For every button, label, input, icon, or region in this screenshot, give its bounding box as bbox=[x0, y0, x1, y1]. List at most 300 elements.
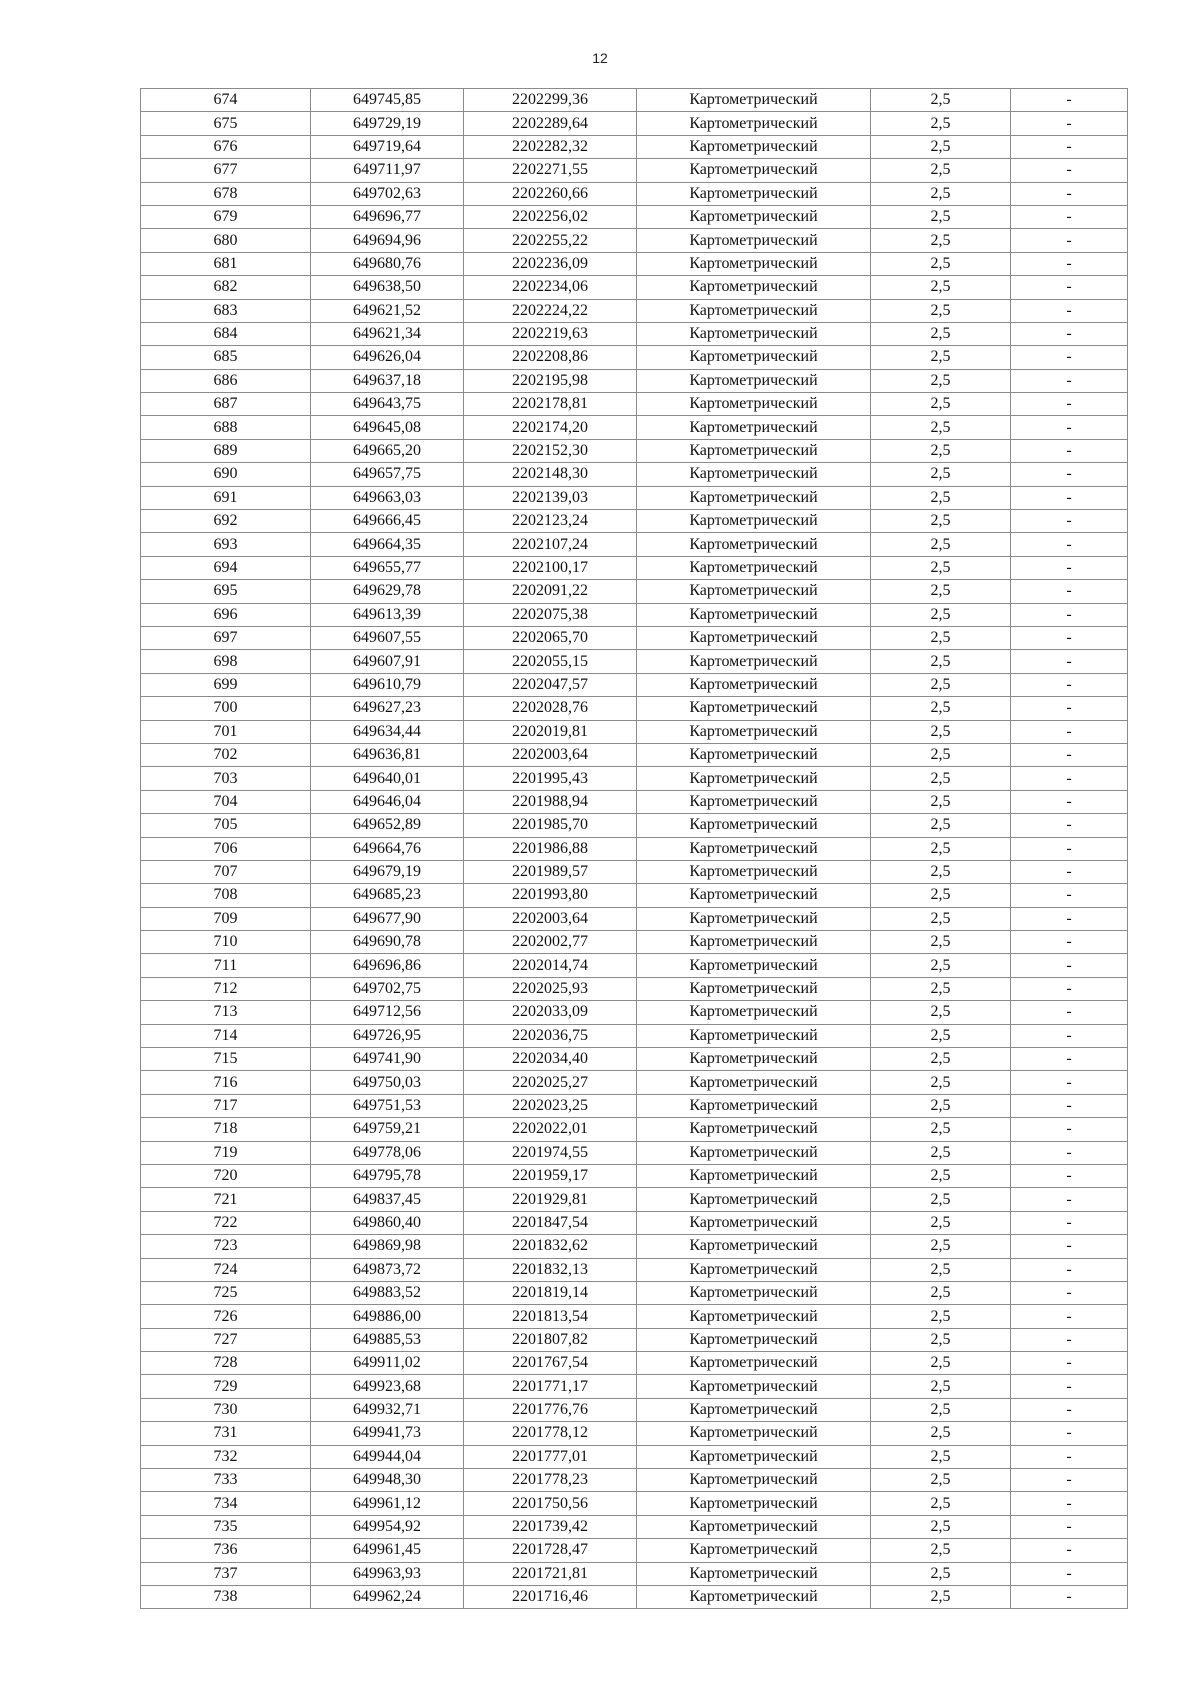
table-row bbox=[141, 1469, 1128, 1492]
x-coordinate-cell: 649963,93 bbox=[311, 1562, 464, 1585]
accuracy-cell: 2,5 bbox=[871, 1118, 1011, 1141]
y-coordinate-cell: 2202028,76 bbox=[464, 697, 637, 720]
y-coordinate-cell: 2202174,20 bbox=[464, 416, 637, 439]
note-cell: - bbox=[1011, 977, 1128, 1000]
accuracy-cell: 2,5 bbox=[871, 416, 1011, 439]
note-cell: - bbox=[1011, 673, 1128, 696]
x-coordinate-cell: 649759,21 bbox=[311, 1118, 464, 1141]
table-row bbox=[141, 1024, 1128, 1047]
method-cell: Картометрический bbox=[637, 159, 871, 182]
point-number-cell: 722 bbox=[141, 1211, 311, 1234]
point-number-cell: 717 bbox=[141, 1094, 311, 1117]
point-number-cell: 711 bbox=[141, 954, 311, 977]
note-cell: - bbox=[1011, 1024, 1128, 1047]
y-coordinate-cell: 2202036,75 bbox=[464, 1024, 637, 1047]
table-row bbox=[141, 977, 1128, 1000]
x-coordinate-cell: 649711,97 bbox=[311, 159, 464, 182]
method-cell: Картометрический bbox=[637, 89, 871, 112]
point-number-cell: 674 bbox=[141, 89, 311, 112]
y-coordinate-cell: 2201929,81 bbox=[464, 1188, 637, 1211]
point-number-cell: 727 bbox=[141, 1328, 311, 1351]
note-cell: - bbox=[1011, 1398, 1128, 1421]
note-cell: - bbox=[1011, 299, 1128, 322]
method-cell: Картометрический bbox=[637, 790, 871, 813]
accuracy-cell: 2,5 bbox=[871, 1094, 1011, 1117]
x-coordinate-cell: 649795,78 bbox=[311, 1164, 464, 1187]
table-row bbox=[141, 112, 1128, 135]
x-coordinate-cell: 649712,56 bbox=[311, 1001, 464, 1024]
note-cell: - bbox=[1011, 1515, 1128, 1538]
point-number-cell: 704 bbox=[141, 790, 311, 813]
y-coordinate-cell: 2202034,40 bbox=[464, 1048, 637, 1071]
table-row bbox=[141, 369, 1128, 392]
x-coordinate-cell: 649837,45 bbox=[311, 1188, 464, 1211]
table-row bbox=[141, 510, 1128, 533]
accuracy-cell: 2,5 bbox=[871, 205, 1011, 228]
x-coordinate-cell: 649941,73 bbox=[311, 1422, 464, 1445]
table-row bbox=[141, 743, 1128, 766]
y-coordinate-cell: 2201778,12 bbox=[464, 1422, 637, 1445]
method-cell: Картометрический bbox=[637, 1258, 871, 1281]
method-cell: Картометрический bbox=[637, 1398, 871, 1421]
note-cell: - bbox=[1011, 159, 1128, 182]
x-coordinate-cell: 649751,53 bbox=[311, 1094, 464, 1117]
table-row bbox=[141, 1445, 1128, 1468]
method-cell: Картометрический bbox=[637, 1235, 871, 1258]
accuracy-cell: 2,5 bbox=[871, 1305, 1011, 1328]
note-cell: - bbox=[1011, 1211, 1128, 1234]
method-cell: Картометрический bbox=[637, 439, 871, 462]
y-coordinate-cell: 2201993,80 bbox=[464, 884, 637, 907]
note-cell: - bbox=[1011, 860, 1128, 883]
accuracy-cell: 2,5 bbox=[871, 603, 1011, 626]
note-cell: - bbox=[1011, 252, 1128, 275]
x-coordinate-cell: 649690,78 bbox=[311, 931, 464, 954]
y-coordinate-cell: 2201728,47 bbox=[464, 1539, 637, 1562]
method-cell: Картометрический bbox=[637, 276, 871, 299]
table-row bbox=[141, 1539, 1128, 1562]
accuracy-cell: 2,5 bbox=[871, 580, 1011, 603]
point-number-cell: 731 bbox=[141, 1422, 311, 1445]
accuracy-cell: 2,5 bbox=[871, 393, 1011, 416]
method-cell: Картометрический bbox=[637, 533, 871, 556]
method-cell: Картометрический bbox=[637, 650, 871, 673]
point-number-cell: 738 bbox=[141, 1586, 311, 1609]
y-coordinate-cell: 2201739,42 bbox=[464, 1515, 637, 1538]
note-cell: - bbox=[1011, 603, 1128, 626]
point-number-cell: 735 bbox=[141, 1515, 311, 1538]
accuracy-cell: 2,5 bbox=[871, 1281, 1011, 1304]
method-cell: Картометрический bbox=[637, 1305, 871, 1328]
table-row bbox=[141, 322, 1128, 345]
table-row bbox=[141, 907, 1128, 930]
y-coordinate-cell: 2201819,14 bbox=[464, 1281, 637, 1304]
note-cell: - bbox=[1011, 931, 1128, 954]
note-cell: - bbox=[1011, 1305, 1128, 1328]
point-number-cell: 718 bbox=[141, 1118, 311, 1141]
y-coordinate-cell: 2202148,30 bbox=[464, 463, 637, 486]
note-cell: - bbox=[1011, 89, 1128, 112]
method-cell: Картометрический bbox=[637, 626, 871, 649]
accuracy-cell: 2,5 bbox=[871, 112, 1011, 135]
table-row bbox=[141, 1492, 1128, 1515]
y-coordinate-cell: 2202055,15 bbox=[464, 650, 637, 673]
point-number-cell: 706 bbox=[141, 837, 311, 860]
point-number-cell: 708 bbox=[141, 884, 311, 907]
method-cell: Картометрический bbox=[637, 1422, 871, 1445]
y-coordinate-cell: 2202025,27 bbox=[464, 1071, 637, 1094]
page-number: 12 bbox=[592, 50, 608, 66]
y-coordinate-cell: 2202065,70 bbox=[464, 626, 637, 649]
y-coordinate-cell: 2202047,57 bbox=[464, 673, 637, 696]
x-coordinate-cell: 649626,04 bbox=[311, 346, 464, 369]
note-cell: - bbox=[1011, 1188, 1128, 1211]
x-coordinate-cell: 649607,91 bbox=[311, 650, 464, 673]
table-row bbox=[141, 650, 1128, 673]
table-row bbox=[141, 814, 1128, 837]
y-coordinate-cell: 2201832,62 bbox=[464, 1235, 637, 1258]
x-coordinate-cell: 649948,30 bbox=[311, 1469, 464, 1492]
note-cell: - bbox=[1011, 1375, 1128, 1398]
note-cell: - bbox=[1011, 790, 1128, 813]
table-row bbox=[141, 1164, 1128, 1187]
note-cell: - bbox=[1011, 907, 1128, 930]
accuracy-cell: 2,5 bbox=[871, 1258, 1011, 1281]
accuracy-cell: 2,5 bbox=[871, 1562, 1011, 1585]
x-coordinate-cell: 649627,23 bbox=[311, 697, 464, 720]
x-coordinate-cell: 649664,35 bbox=[311, 533, 464, 556]
note-cell: - bbox=[1011, 743, 1128, 766]
coordinates-table bbox=[140, 88, 1128, 1609]
method-cell: Картометрический bbox=[637, 1539, 871, 1562]
point-number-cell: 699 bbox=[141, 673, 311, 696]
y-coordinate-cell: 2201989,57 bbox=[464, 860, 637, 883]
note-cell: - bbox=[1011, 1492, 1128, 1515]
method-cell: Картометрический bbox=[637, 1586, 871, 1609]
x-coordinate-cell: 649886,00 bbox=[311, 1305, 464, 1328]
table-row bbox=[141, 931, 1128, 954]
accuracy-cell: 2,5 bbox=[871, 697, 1011, 720]
accuracy-cell: 2,5 bbox=[871, 860, 1011, 883]
accuracy-cell: 2,5 bbox=[871, 954, 1011, 977]
table-row bbox=[141, 299, 1128, 322]
note-cell: - bbox=[1011, 1071, 1128, 1094]
point-number-cell: 725 bbox=[141, 1281, 311, 1304]
y-coordinate-cell: 2202100,17 bbox=[464, 556, 637, 579]
method-cell: Картометрический bbox=[637, 907, 871, 930]
y-coordinate-cell: 2201807,82 bbox=[464, 1328, 637, 1351]
point-number-cell: 729 bbox=[141, 1375, 311, 1398]
point-number-cell: 688 bbox=[141, 416, 311, 439]
note-cell: - bbox=[1011, 416, 1128, 439]
table-row bbox=[141, 1352, 1128, 1375]
y-coordinate-cell: 2202014,74 bbox=[464, 954, 637, 977]
point-number-cell: 715 bbox=[141, 1048, 311, 1071]
accuracy-cell: 2,5 bbox=[871, 650, 1011, 673]
note-cell: - bbox=[1011, 369, 1128, 392]
point-number-cell: 701 bbox=[141, 720, 311, 743]
x-coordinate-cell: 649652,89 bbox=[311, 814, 464, 837]
y-coordinate-cell: 2201813,54 bbox=[464, 1305, 637, 1328]
table-row bbox=[141, 159, 1128, 182]
x-coordinate-cell: 649655,77 bbox=[311, 556, 464, 579]
x-coordinate-cell: 649883,52 bbox=[311, 1281, 464, 1304]
y-coordinate-cell: 2201959,17 bbox=[464, 1164, 637, 1187]
note-cell: - bbox=[1011, 954, 1128, 977]
y-coordinate-cell: 2201777,01 bbox=[464, 1445, 637, 1468]
table-row bbox=[141, 276, 1128, 299]
note-cell: - bbox=[1011, 135, 1128, 158]
point-number-cell: 680 bbox=[141, 229, 311, 252]
table-row bbox=[141, 1305, 1128, 1328]
point-number-cell: 702 bbox=[141, 743, 311, 766]
table-row bbox=[141, 767, 1128, 790]
method-cell: Картометрический bbox=[637, 1492, 871, 1515]
y-coordinate-cell: 2201771,17 bbox=[464, 1375, 637, 1398]
x-coordinate-cell: 649677,90 bbox=[311, 907, 464, 930]
note-cell: - bbox=[1011, 182, 1128, 205]
accuracy-cell: 2,5 bbox=[871, 486, 1011, 509]
note-cell: - bbox=[1011, 510, 1128, 533]
note-cell: - bbox=[1011, 767, 1128, 790]
point-number-cell: 689 bbox=[141, 439, 311, 462]
method-cell: Картометрический bbox=[637, 229, 871, 252]
accuracy-cell: 2,5 bbox=[871, 767, 1011, 790]
method-cell: Картометрический bbox=[637, 814, 871, 837]
x-coordinate-cell: 649696,86 bbox=[311, 954, 464, 977]
x-coordinate-cell: 649685,23 bbox=[311, 884, 464, 907]
table-row bbox=[141, 1398, 1128, 1421]
table-row bbox=[141, 1118, 1128, 1141]
x-coordinate-cell: 649778,06 bbox=[311, 1141, 464, 1164]
method-cell: Картометрический bbox=[637, 112, 871, 135]
method-cell: Картометрический bbox=[637, 1094, 871, 1117]
x-coordinate-cell: 649860,40 bbox=[311, 1211, 464, 1234]
point-number-cell: 697 bbox=[141, 626, 311, 649]
table-row bbox=[141, 1071, 1128, 1094]
table-row bbox=[141, 229, 1128, 252]
table-row bbox=[141, 580, 1128, 603]
point-number-cell: 692 bbox=[141, 510, 311, 533]
table-row bbox=[141, 1258, 1128, 1281]
point-number-cell: 732 bbox=[141, 1445, 311, 1468]
table-row bbox=[141, 790, 1128, 813]
x-coordinate-cell: 649621,34 bbox=[311, 322, 464, 345]
method-cell: Картометрический bbox=[637, 1211, 871, 1234]
point-number-cell: 721 bbox=[141, 1188, 311, 1211]
method-cell: Картометрический bbox=[637, 510, 871, 533]
accuracy-cell: 2,5 bbox=[871, 1469, 1011, 1492]
table-row bbox=[141, 1048, 1128, 1071]
x-coordinate-cell: 649629,78 bbox=[311, 580, 464, 603]
y-coordinate-cell: 2201778,23 bbox=[464, 1469, 637, 1492]
note-cell: - bbox=[1011, 486, 1128, 509]
y-coordinate-cell: 2202003,64 bbox=[464, 743, 637, 766]
point-number-cell: 693 bbox=[141, 533, 311, 556]
method-cell: Картометрический bbox=[637, 1071, 871, 1094]
x-coordinate-cell: 649932,71 bbox=[311, 1398, 464, 1421]
y-coordinate-cell: 2201750,56 bbox=[464, 1492, 637, 1515]
y-coordinate-cell: 2202075,38 bbox=[464, 603, 637, 626]
accuracy-cell: 2,5 bbox=[871, 837, 1011, 860]
accuracy-cell: 2,5 bbox=[871, 743, 1011, 766]
accuracy-cell: 2,5 bbox=[871, 322, 1011, 345]
method-cell: Картометрический bbox=[637, 1445, 871, 1468]
accuracy-cell: 2,5 bbox=[871, 814, 1011, 837]
accuracy-cell: 2,5 bbox=[871, 1398, 1011, 1421]
note-cell: - bbox=[1011, 580, 1128, 603]
table-row bbox=[141, 1515, 1128, 1538]
accuracy-cell: 2,5 bbox=[871, 276, 1011, 299]
table-row bbox=[141, 416, 1128, 439]
coordinates-table-body bbox=[141, 89, 1128, 1609]
point-number-cell: 685 bbox=[141, 346, 311, 369]
y-coordinate-cell: 2201767,54 bbox=[464, 1352, 637, 1375]
note-cell: - bbox=[1011, 1164, 1128, 1187]
point-number-cell: 678 bbox=[141, 182, 311, 205]
method-cell: Картометрический bbox=[637, 299, 871, 322]
point-number-cell: 698 bbox=[141, 650, 311, 673]
note-cell: - bbox=[1011, 533, 1128, 556]
accuracy-cell: 2,5 bbox=[871, 533, 1011, 556]
method-cell: Картометрический bbox=[637, 393, 871, 416]
x-coordinate-cell: 649640,01 bbox=[311, 767, 464, 790]
point-number-cell: 728 bbox=[141, 1352, 311, 1375]
x-coordinate-cell: 649610,79 bbox=[311, 673, 464, 696]
x-coordinate-cell: 649664,76 bbox=[311, 837, 464, 860]
x-coordinate-cell: 649745,85 bbox=[311, 89, 464, 112]
point-number-cell: 694 bbox=[141, 556, 311, 579]
method-cell: Картометрический bbox=[637, 1515, 871, 1538]
x-coordinate-cell: 649679,19 bbox=[311, 860, 464, 883]
method-cell: Картометрический bbox=[637, 1352, 871, 1375]
point-number-cell: 684 bbox=[141, 322, 311, 345]
note-cell: - bbox=[1011, 1141, 1128, 1164]
table-row bbox=[141, 252, 1128, 275]
accuracy-cell: 2,5 bbox=[871, 1492, 1011, 1515]
table-row bbox=[141, 1328, 1128, 1351]
table-row bbox=[141, 1281, 1128, 1304]
point-number-cell: 714 bbox=[141, 1024, 311, 1047]
x-coordinate-cell: 649680,76 bbox=[311, 252, 464, 275]
method-cell: Картометрический bbox=[637, 486, 871, 509]
x-coordinate-cell: 649911,02 bbox=[311, 1352, 464, 1375]
y-coordinate-cell: 2202019,81 bbox=[464, 720, 637, 743]
method-cell: Картометрический bbox=[637, 463, 871, 486]
point-number-cell: 681 bbox=[141, 252, 311, 275]
y-coordinate-cell: 2202219,63 bbox=[464, 322, 637, 345]
note-cell: - bbox=[1011, 837, 1128, 860]
method-cell: Картометрический bbox=[637, 697, 871, 720]
x-coordinate-cell: 649636,81 bbox=[311, 743, 464, 766]
y-coordinate-cell: 2202234,06 bbox=[464, 276, 637, 299]
method-cell: Картометрический bbox=[637, 1562, 871, 1585]
table-row bbox=[141, 556, 1128, 579]
x-coordinate-cell: 649657,75 bbox=[311, 463, 464, 486]
accuracy-cell: 2,5 bbox=[871, 252, 1011, 275]
y-coordinate-cell: 2201832,13 bbox=[464, 1258, 637, 1281]
x-coordinate-cell: 649663,03 bbox=[311, 486, 464, 509]
y-coordinate-cell: 2202023,25 bbox=[464, 1094, 637, 1117]
table-row bbox=[141, 673, 1128, 696]
method-cell: Картометрический bbox=[637, 743, 871, 766]
note-cell: - bbox=[1011, 720, 1128, 743]
note-cell: - bbox=[1011, 205, 1128, 228]
accuracy-cell: 2,5 bbox=[871, 907, 1011, 930]
accuracy-cell: 2,5 bbox=[871, 1071, 1011, 1094]
accuracy-cell: 2,5 bbox=[871, 346, 1011, 369]
accuracy-cell: 2,5 bbox=[871, 556, 1011, 579]
note-cell: - bbox=[1011, 650, 1128, 673]
y-coordinate-cell: 2202091,22 bbox=[464, 580, 637, 603]
point-number-cell: 683 bbox=[141, 299, 311, 322]
y-coordinate-cell: 2201721,81 bbox=[464, 1562, 637, 1585]
accuracy-cell: 2,5 bbox=[871, 229, 1011, 252]
y-coordinate-cell: 2202139,03 bbox=[464, 486, 637, 509]
accuracy-cell: 2,5 bbox=[871, 1352, 1011, 1375]
table-row bbox=[141, 626, 1128, 649]
x-coordinate-cell: 649613,39 bbox=[311, 603, 464, 626]
accuracy-cell: 2,5 bbox=[871, 1235, 1011, 1258]
y-coordinate-cell: 2202022,01 bbox=[464, 1118, 637, 1141]
method-cell: Картометрический bbox=[637, 580, 871, 603]
table-row bbox=[141, 463, 1128, 486]
x-coordinate-cell: 649666,45 bbox=[311, 510, 464, 533]
x-coordinate-cell: 649702,63 bbox=[311, 182, 464, 205]
x-coordinate-cell: 649607,55 bbox=[311, 626, 464, 649]
method-cell: Картометрический bbox=[637, 1328, 871, 1351]
accuracy-cell: 2,5 bbox=[871, 884, 1011, 907]
note-cell: - bbox=[1011, 463, 1128, 486]
y-coordinate-cell: 2202224,22 bbox=[464, 299, 637, 322]
point-number-cell: 734 bbox=[141, 1492, 311, 1515]
x-coordinate-cell: 649637,18 bbox=[311, 369, 464, 392]
table-row bbox=[141, 486, 1128, 509]
note-cell: - bbox=[1011, 1469, 1128, 1492]
method-cell: Картометрический bbox=[637, 931, 871, 954]
point-number-cell: 737 bbox=[141, 1562, 311, 1585]
table-row bbox=[141, 1001, 1128, 1024]
note-cell: - bbox=[1011, 1048, 1128, 1071]
accuracy-cell: 2,5 bbox=[871, 369, 1011, 392]
x-coordinate-cell: 649638,50 bbox=[311, 276, 464, 299]
method-cell: Картометрический bbox=[637, 1141, 871, 1164]
accuracy-cell: 2,5 bbox=[871, 1188, 1011, 1211]
table-row bbox=[141, 393, 1128, 416]
y-coordinate-cell: 2201988,94 bbox=[464, 790, 637, 813]
y-coordinate-cell: 2202107,24 bbox=[464, 533, 637, 556]
method-cell: Картометрический bbox=[637, 837, 871, 860]
table-row bbox=[141, 720, 1128, 743]
x-coordinate-cell: 649719,64 bbox=[311, 135, 464, 158]
table-row bbox=[141, 860, 1128, 883]
y-coordinate-cell: 2201716,46 bbox=[464, 1586, 637, 1609]
table-row bbox=[141, 1211, 1128, 1234]
note-cell: - bbox=[1011, 1001, 1128, 1024]
table-row bbox=[141, 439, 1128, 462]
table-row bbox=[141, 697, 1128, 720]
y-coordinate-cell: 2201776,76 bbox=[464, 1398, 637, 1421]
y-coordinate-cell: 2202003,64 bbox=[464, 907, 637, 930]
accuracy-cell: 2,5 bbox=[871, 1515, 1011, 1538]
method-cell: Картометрический bbox=[637, 954, 871, 977]
note-cell: - bbox=[1011, 322, 1128, 345]
table-row bbox=[141, 89, 1128, 112]
accuracy-cell: 2,5 bbox=[871, 1328, 1011, 1351]
x-coordinate-cell: 649634,44 bbox=[311, 720, 464, 743]
note-cell: - bbox=[1011, 1586, 1128, 1609]
x-coordinate-cell: 649643,75 bbox=[311, 393, 464, 416]
